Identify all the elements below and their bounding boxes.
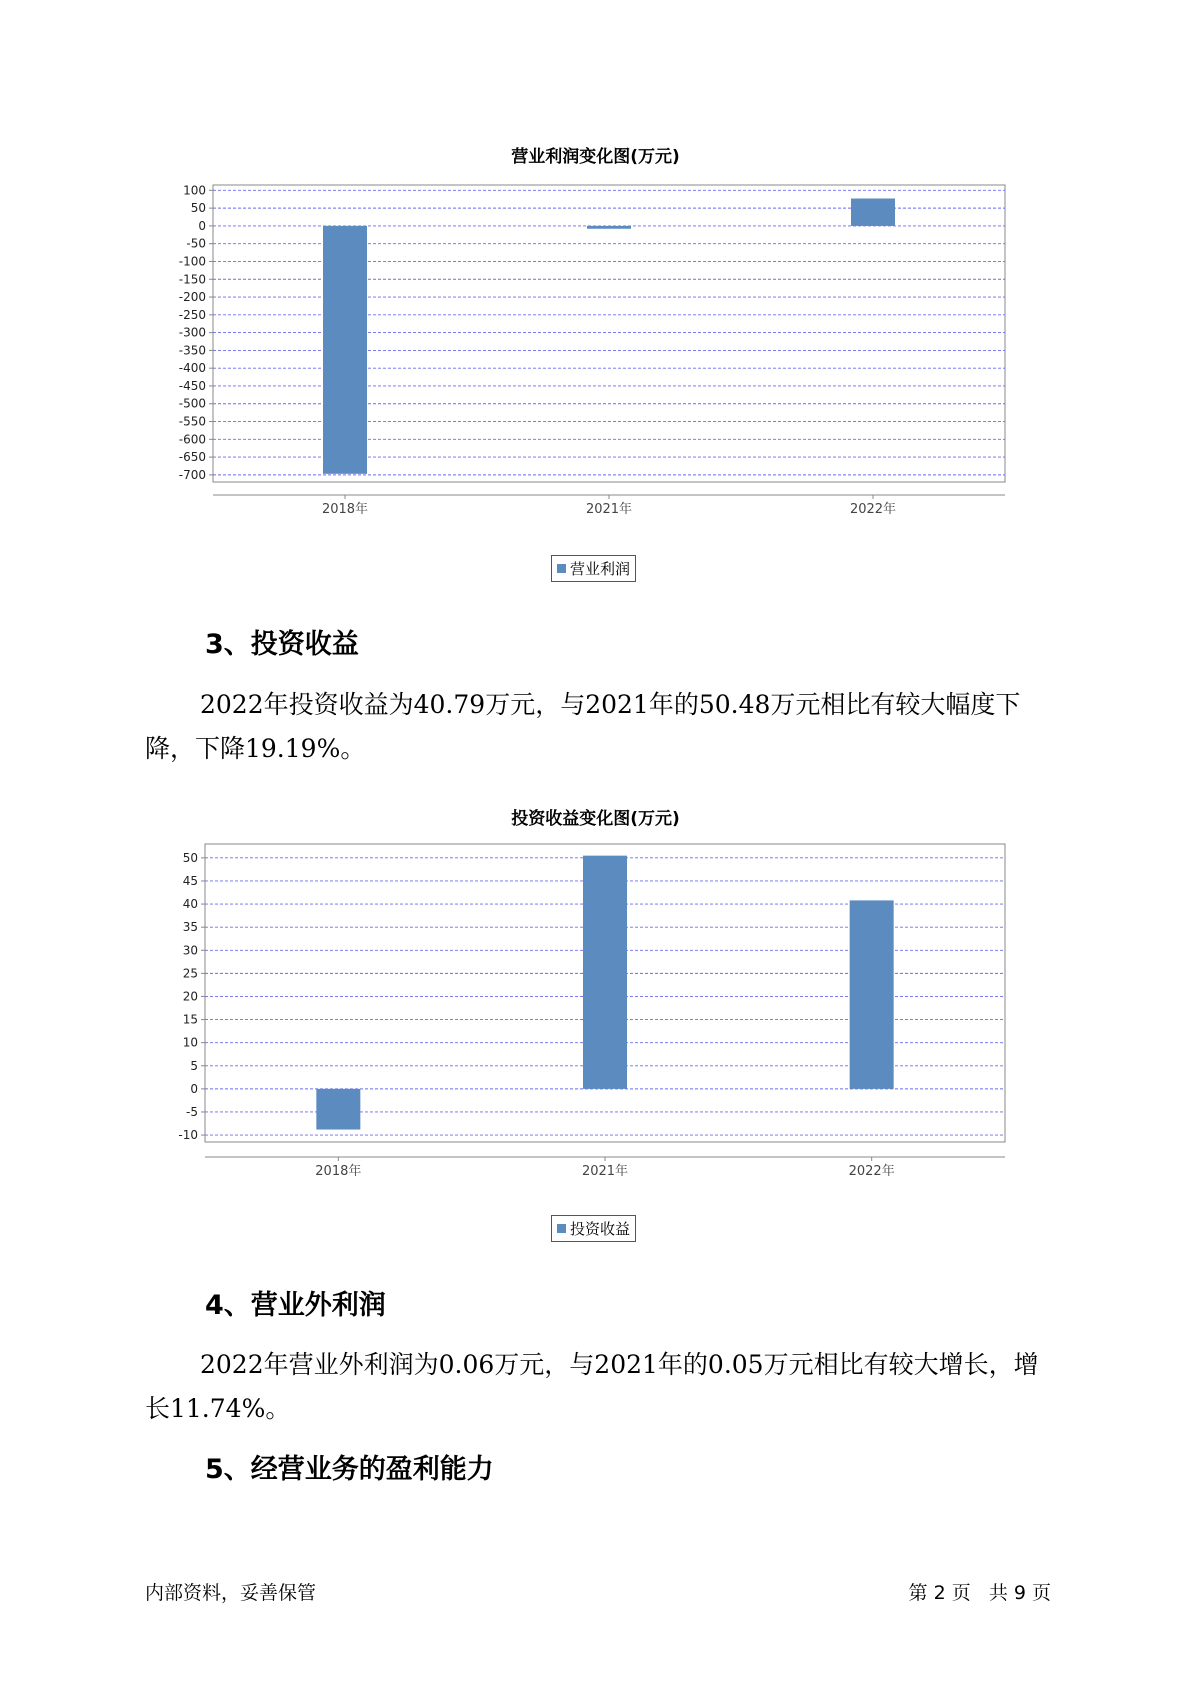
y-tick-label: -250 [178, 307, 206, 322]
legend-swatch [557, 1224, 566, 1233]
section4-paragraph: 2022年营业外利润为0.06万元，与2021年的0.05万元相比有较大增长，增长11.74%。 [145, 1350, 1039, 1423]
y-tick-label: -550 [178, 414, 206, 429]
footer-left: 内部资料，妥善保管 [145, 1582, 317, 1604]
y-tick-label: -10 [178, 1128, 198, 1143]
y-tick-label: -150 [178, 272, 206, 287]
chart2-title: 投资收益变化图(万元) [511, 809, 680, 829]
y-tick-label: 30 [182, 943, 198, 958]
section3-paragraph: 2022年投资收益为40.79万元，与2021年的50.48万元相比有较大幅度下降，下降19.19%。 [145, 690, 1021, 763]
y-tick-label: -100 [178, 254, 206, 269]
section4-heading: 4、营业外利润 [205, 1290, 386, 1321]
chart2-legend [551, 1215, 636, 1242]
y-tick-label: 5 [190, 1058, 198, 1073]
y-tick-label: -50 [186, 236, 206, 251]
operating-profit-chart [0, 175, 1191, 515]
x-tick-label: 2018年 [315, 1164, 362, 1176]
y-tick-label: -400 [178, 361, 206, 376]
y-tick-label: 15 [182, 1012, 198, 1027]
y-tick-label: -500 [178, 396, 206, 411]
x-tick-label: 2021年 [585, 502, 633, 515]
investment-income-chart [0, 836, 1191, 1176]
section5-heading: 5、经营业务的盈利能力 [205, 1454, 494, 1485]
x-tick-label: 2022年 [848, 1164, 895, 1176]
y-tick-label: 35 [182, 920, 198, 935]
x-tick-label: 2021年 [581, 1164, 629, 1176]
y-tick-label: 45 [182, 873, 198, 888]
y-tick-label: -200 [178, 290, 206, 305]
bar [851, 199, 895, 226]
bar [323, 226, 367, 474]
bar [316, 1089, 360, 1130]
y-tick-label: 20 [182, 989, 198, 1004]
chart1-title: 营业利润变化图(万元) [511, 147, 680, 167]
y-tick-label: 10 [182, 1035, 198, 1050]
x-tick-label: 2022年 [849, 502, 897, 515]
y-tick-label: -450 [178, 378, 206, 393]
y-tick-label: 50 [190, 201, 206, 216]
y-tick-label: 0 [190, 1081, 198, 1096]
bar [583, 856, 627, 1089]
y-tick-label: -300 [178, 325, 206, 340]
chart1-legend-label: 营业利润 [570, 560, 631, 578]
y-tick-label: 50 [182, 850, 198, 865]
y-tick-label: 0 [198, 218, 206, 233]
chart2-legend-label: 投资收益 [570, 1220, 631, 1238]
y-tick-label: -600 [178, 432, 206, 447]
legend-swatch [557, 564, 566, 573]
section3-heading: 3、投资收益 [205, 629, 359, 660]
y-tick-label: 40 [182, 897, 198, 912]
footer-right: 第 2 页 共 9 页 [908, 1582, 1051, 1604]
y-tick-label: -650 [178, 450, 206, 465]
y-tick-label: -700 [178, 467, 206, 482]
y-tick-label: 25 [182, 966, 198, 981]
y-tick-label: -5 [186, 1104, 198, 1119]
bar [850, 900, 894, 1088]
y-tick-label: 100 [183, 183, 206, 198]
chart1-legend [551, 555, 636, 582]
bar [587, 226, 631, 229]
x-tick-label: 2018年 [321, 502, 369, 515]
y-tick-label: -350 [178, 343, 206, 358]
